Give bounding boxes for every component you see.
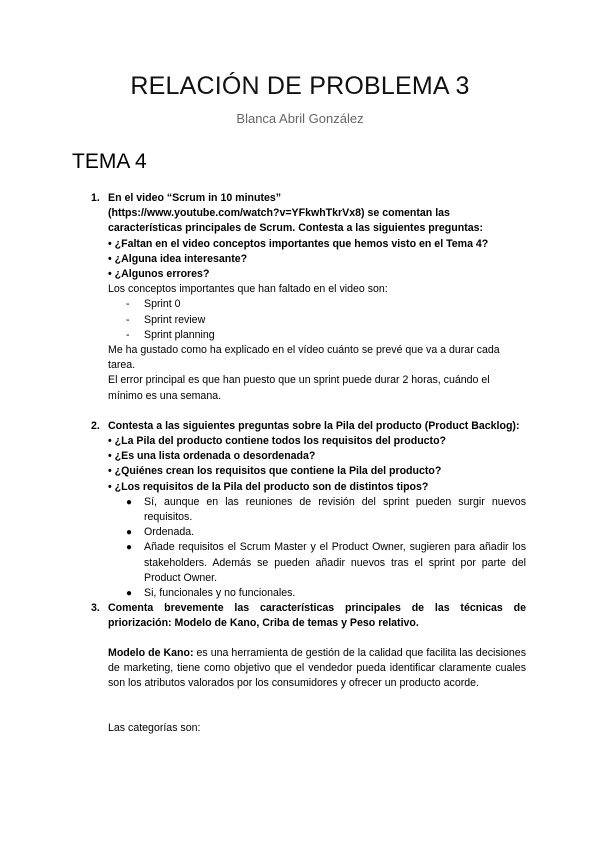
question-number: 3. [91, 602, 100, 615]
list-item-text: Si, funcionales y no funcionales. [144, 587, 296, 600]
author-name: Blanca Abril González [236, 111, 364, 126]
answer-paragraph: El error principal es que han puesto que un sprint puede durar 2 horas, cuándo el mínimo es una semana. [108, 374, 490, 402]
spacer [108, 404, 526, 419]
list-item-text: Sí, aunque en las reuniones de revisión del sprint pueden surgir nuevos requisitos. [144, 495, 526, 524]
list-item [108, 525, 526, 540]
question-text: características principales de Scrum. Contesta a las siguientes preguntas: [108, 222, 484, 235]
kano-text: es una herramienta de gestión de la calidad que facilita las decisiones de marketing, tiene como objetivo que el vendedor pueda identificar claramente cuales son los atributos valorados por los consumidores y ofrecer un producto acorde. [108, 646, 526, 690]
question-text: Comenta brevemente las características principales de las técnicas de priorización: Modelo de Kano, Criba de temas y Peso relativo. [108, 602, 526, 630]
list-item [108, 313, 526, 328]
dash-marker: - [126, 328, 130, 341]
list-item-text: Sprint review [144, 313, 206, 326]
sub-question: • ¿Alguna idea interesante? [108, 252, 248, 265]
question-text: (https://www.youtube.com/watch?v=YFkwhTkrVx8) se comentan las [108, 207, 450, 220]
dash-marker: - [126, 313, 130, 326]
bullet-icon: ● [126, 542, 133, 554]
answer-paragraph: Me ha gustado como ha explicado en el vídeo cuánto se prevé que va a durar cada tarea. [108, 344, 500, 372]
spacer [108, 691, 526, 721]
spacer [108, 632, 526, 646]
question-3 [91, 601, 526, 736]
sub-question: • ¿Faltan en el video conceptos importantes que hemos visto en el Tema 4? [108, 237, 489, 250]
question-number: 1. [91, 192, 100, 204]
dash-marker: - [126, 298, 130, 311]
sub-question: • ¿Los requisitos de la Pila del producto son de distintos tipos? [108, 480, 429, 493]
sub-question: • ¿Quiénes crean los requisitos que contiene la Pila del producto? [108, 465, 442, 478]
section-heading: TEMA 4 [72, 150, 147, 173]
list-item-text: Añade requisitos el Scrum Master y el Product Owner, sugieren para añadir los stakeholders. Además se pueden añadir nuevos tras el sprint por parte del Product Owner. [144, 541, 526, 584]
bullet-icon: ● [126, 496, 133, 508]
list-item-text: Sprint planning [144, 328, 215, 341]
document-title: RELACIÓN DE PROBLEMA 3 [130, 72, 470, 100]
list-item [108, 540, 526, 586]
list-item [108, 328, 526, 343]
sub-question: • ¿Es una lista ordenada o desordenada? [108, 450, 316, 463]
bullet-icon: ● [126, 588, 133, 600]
sub-question: • ¿La Pila del producto contiene todos los requisitos del producto? [108, 435, 447, 448]
question-number: 2. [91, 419, 100, 432]
document-body [91, 191, 526, 737]
missing-concepts-list [108, 297, 526, 343]
kano-paragraph [108, 646, 526, 692]
question-1 [91, 191, 526, 404]
list-item [108, 297, 526, 312]
question-text: En el video “Scrum in 10 minutes” [108, 192, 282, 204]
list-item-text: Ordenada. [144, 526, 195, 539]
question-text: Contesta a las siguientes preguntas sobre la Pila del producto (Product Backlog): [108, 419, 520, 432]
answer-intro: Los conceptos importantes que han faltado en el video son: [108, 283, 388, 296]
question-2 [91, 419, 526, 601]
list-item [108, 495, 526, 525]
categories-label: Las categorías son: [108, 722, 201, 735]
kano-label: Modelo de Kano: [108, 646, 194, 659]
bullet-icon: ● [126, 527, 133, 539]
sub-question: • ¿Algunos errores? [108, 268, 210, 281]
list-item [108, 586, 526, 601]
answers-list [108, 495, 526, 601]
list-item-text: Sprint 0 [144, 298, 181, 311]
